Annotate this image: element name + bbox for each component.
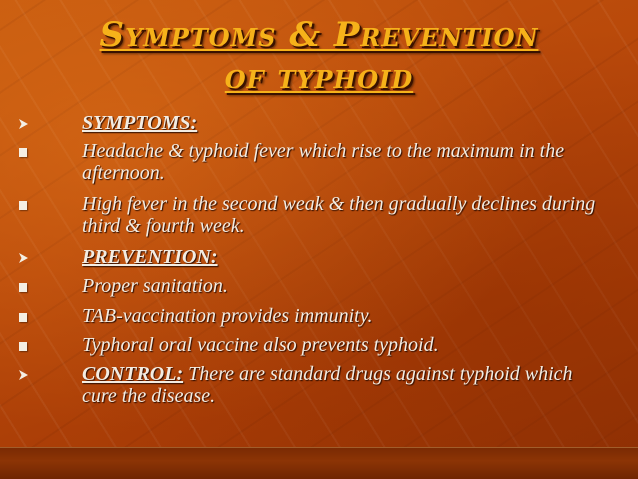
bullet-symptoms-heading <box>0 112 638 140</box>
bullet-list <box>0 112 638 416</box>
arrowhead-bullet-icon <box>16 117 30 131</box>
bullet-symptom-headache <box>0 140 638 193</box>
arrowhead-bullet-icon <box>16 251 30 265</box>
square-bullet-icon <box>16 198 30 212</box>
square-bullet-icon <box>16 145 30 159</box>
bullet-prevention-sanitation <box>0 275 638 305</box>
arrowhead-bullet-icon <box>16 368 30 382</box>
bullet-symptom-high-fever <box>0 193 638 246</box>
title-line-1: Symptoms & Prevention <box>99 15 539 55</box>
bullet-text: Proper sanitation. <box>82 275 228 297</box>
bullet-text: High fever in the second weak & then gradually declines during third & fourth week. <box>82 193 596 237</box>
bullet-text: There are standard drugs against typhoid which cure the disease. <box>82 363 573 407</box>
slide-title <box>20 14 618 98</box>
square-bullet-icon <box>16 280 30 294</box>
bullet-control <box>0 363 638 416</box>
bullet-heading: PREVENTION: <box>82 246 218 268</box>
bullet-prevention-oral-vaccine <box>0 334 638 363</box>
square-bullet-icon <box>16 310 30 324</box>
bullet-prevention-vaccination <box>0 305 638 334</box>
bullet-text: Headache & typhoid fever which rise to the maximum in the afternoon. <box>82 140 565 184</box>
bullet-heading: SYMPTOMS: <box>82 112 198 134</box>
bullet-heading: CONTROL: <box>82 363 184 385</box>
bullet-text: Typhoral oral vaccine also prevents typhoid. <box>82 334 439 356</box>
square-bullet-icon <box>16 339 30 353</box>
bullet-text: TAB-vaccination provides immunity. <box>82 305 373 327</box>
footer-band <box>0 447 638 479</box>
bullet-prevention-heading <box>0 246 638 275</box>
title-line-2: of typhoid <box>224 57 414 97</box>
